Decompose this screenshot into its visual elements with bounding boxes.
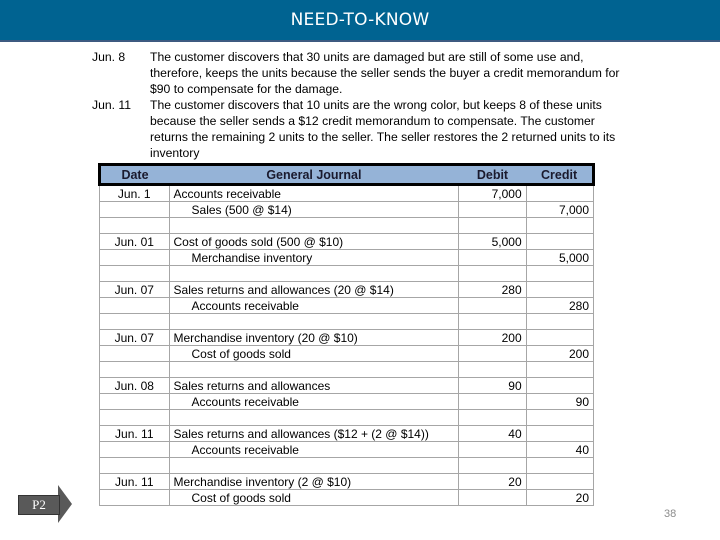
table-row [100, 250, 594, 266]
cell-debit [459, 458, 526, 474]
cell-account [169, 474, 459, 490]
badge-label: P2 [18, 495, 60, 515]
cell-credit [526, 185, 593, 202]
cell-credit [526, 458, 593, 474]
cell-account [169, 378, 459, 394]
column-header-account: General Journal [169, 165, 459, 185]
cell-debit [459, 490, 526, 506]
intro-text: The customer discovers that 30 units are damaged but are still of some use and, therefore, keeps the units because the seller sends the buyer a credit memorandum for $90 to compensate for the damage. [150, 50, 620, 96]
table-row [100, 346, 594, 362]
account-name: Cost of goods sold (500 @ $10) [173, 234, 344, 249]
intro-date: Jun. 11 [92, 98, 132, 112]
intro-entry [92, 49, 622, 97]
cell-credit: 200 [526, 346, 593, 362]
cell-account [169, 185, 459, 202]
table-row [100, 185, 594, 202]
cell-credit [526, 378, 593, 394]
cell-date [100, 362, 170, 378]
cell-date [100, 218, 170, 234]
cell-debit [459, 250, 526, 266]
cell-debit [459, 410, 526, 426]
account-name: Sales returns and allowances [173, 378, 331, 393]
cell-credit [526, 218, 593, 234]
cell-date [100, 202, 170, 218]
account-name: Cost of goods sold [191, 346, 291, 361]
table-row [100, 330, 594, 346]
cell-credit [526, 314, 593, 330]
table-row [100, 266, 594, 282]
cell-account [169, 394, 459, 410]
column-header-date: Date [100, 165, 170, 185]
cell-credit: 280 [526, 298, 593, 314]
table-row [100, 234, 594, 250]
cell-credit [526, 266, 593, 282]
account-name: Cost of goods sold [191, 490, 291, 505]
cell-account [169, 202, 459, 218]
table-row [100, 378, 594, 394]
general-journal-table [98, 163, 595, 506]
cell-date [100, 314, 170, 330]
cell-account [169, 346, 459, 362]
cell-account [169, 234, 459, 250]
table-row [100, 410, 594, 426]
cell-date [100, 266, 170, 282]
account-name: Accounts receivable [173, 186, 281, 201]
table-row [100, 458, 594, 474]
cell-debit [459, 442, 526, 458]
account-name: Accounts receivable [191, 394, 299, 409]
cell-date: Jun. 07 [100, 282, 170, 298]
cell-debit [459, 394, 526, 410]
table-row [100, 490, 594, 506]
cell-credit [526, 426, 593, 442]
account-name: Accounts receivable [191, 298, 299, 313]
cell-debit: 90 [459, 378, 526, 394]
intro-text: The customer discovers that 10 units are the wrong color, but keeps 8 of these units because the seller sends a $12 credit memorandum to compensate. The customer returns the remaining 2 units to the seller. The seller restores the 2 returned units to its inventory [150, 98, 616, 160]
table-row [100, 218, 594, 234]
table-row [100, 442, 594, 458]
column-header-debit: Debit [459, 165, 526, 185]
cell-date: Jun. 08 [100, 378, 170, 394]
column-header-credit: Credit [526, 165, 593, 185]
cell-account [169, 490, 459, 506]
table-row [100, 362, 594, 378]
cell-date [100, 458, 170, 474]
learning-objective-badge [18, 485, 70, 523]
cell-credit [526, 410, 593, 426]
cell-account [169, 282, 459, 298]
table-row [100, 282, 594, 298]
cell-account [169, 458, 459, 474]
cell-account [169, 266, 459, 282]
cell-credit: 5,000 [526, 250, 593, 266]
account-name: Sales returns and allowances (20 @ $14) [173, 282, 394, 297]
cell-account [169, 410, 459, 426]
cell-date [100, 410, 170, 426]
cell-credit [526, 474, 593, 490]
cell-credit: 90 [526, 394, 593, 410]
cell-debit [459, 218, 526, 234]
cell-date [100, 250, 170, 266]
cell-date [100, 394, 170, 410]
page-number: 38 [664, 508, 677, 520]
cell-debit [459, 314, 526, 330]
cell-date [100, 442, 170, 458]
account-name: Sales returns and allowances ($12 + (2 @ $14)) [173, 426, 429, 441]
intro-entry [92, 97, 622, 161]
cell-debit [459, 202, 526, 218]
cell-debit: 280 [459, 282, 526, 298]
table-row [100, 394, 594, 410]
cell-date: Jun. 11 [100, 426, 170, 442]
table-header-row [100, 165, 594, 185]
arrow-right-icon [58, 485, 72, 523]
cell-debit: 5,000 [459, 234, 526, 250]
cell-account [169, 298, 459, 314]
account-name: Merchandise inventory (20 @ $10) [173, 330, 358, 345]
table-row [100, 474, 594, 490]
cell-account [169, 362, 459, 378]
cell-date: Jun. 07 [100, 330, 170, 346]
page-title: NEED-TO-KNOW [290, 10, 430, 30]
cell-account [169, 250, 459, 266]
cell-credit [526, 362, 593, 378]
cell-debit: 200 [459, 330, 526, 346]
journal-body [100, 185, 594, 506]
cell-debit: 20 [459, 474, 526, 490]
cell-account [169, 330, 459, 346]
cell-debit [459, 346, 526, 362]
cell-date [100, 298, 170, 314]
account-name: Accounts receivable [191, 442, 299, 457]
intro-date: Jun. 8 [92, 50, 126, 64]
cell-credit [526, 282, 593, 298]
account-name: Sales (500 @ $14) [191, 202, 292, 217]
cell-account [169, 314, 459, 330]
cell-debit: 40 [459, 426, 526, 442]
cell-date: Jun. 01 [100, 234, 170, 250]
table-row [100, 298, 594, 314]
cell-date: Jun. 11 [100, 474, 170, 490]
cell-credit: 40 [526, 442, 593, 458]
cell-debit [459, 298, 526, 314]
table-row [100, 202, 594, 218]
cell-date [100, 490, 170, 506]
cell-credit: 20 [526, 490, 593, 506]
cell-date: Jun. 1 [100, 185, 170, 202]
cell-date [100, 346, 170, 362]
cell-account [169, 442, 459, 458]
problem-description [92, 49, 622, 161]
cell-account [169, 218, 459, 234]
cell-debit: 7,000 [459, 185, 526, 202]
account-name: Merchandise inventory [191, 250, 313, 265]
cell-debit [459, 362, 526, 378]
title-bar [0, 0, 720, 42]
table-row [100, 314, 594, 330]
table-row [100, 426, 594, 442]
cell-credit [526, 234, 593, 250]
cell-account [169, 426, 459, 442]
account-name: Merchandise inventory (2 @ $10) [173, 474, 352, 489]
cell-credit [526, 330, 593, 346]
cell-debit [459, 266, 526, 282]
cell-credit: 7,000 [526, 202, 593, 218]
